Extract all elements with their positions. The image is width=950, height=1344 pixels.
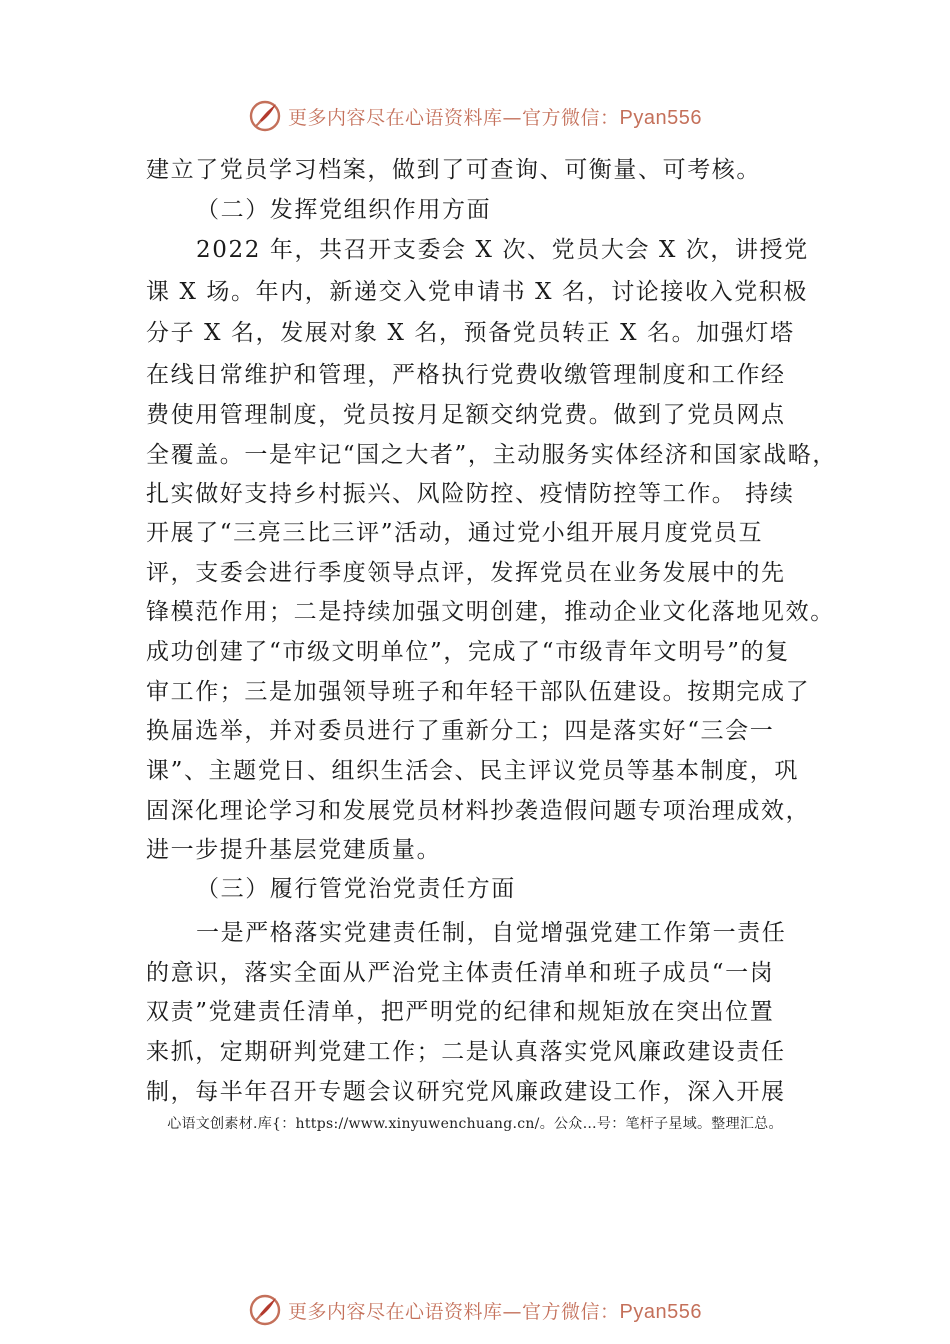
text-line: 双责”党建责任清单，把严明党的纪律和规矩放在突出位置 xyxy=(146,999,775,1025)
wechat-id: Pyan556 xyxy=(619,106,702,129)
text-line: 评，支委会进行季度领导点评，发挥党员在业务发展中的先 xyxy=(146,560,786,586)
text-line: 来抓，定期研判党建工作；二是认真落实党风廉政建设责任 xyxy=(146,1039,786,1065)
text-line: 开展了“三亮三比三评”活动，通过党小组开展月度党员互 xyxy=(146,520,764,546)
text-line: 成功创建了“市级文明单位”，完成了“市级青年文明号”的复 xyxy=(146,639,790,665)
source-note: 心语文创素材.库{：https://www.xinyuwenchuang.cn/。公众…号：笔杆子星域。整理汇总。 xyxy=(167,1116,783,1132)
text-line: 费使用管理制度，党员按月足额交纳党费。做到了党员网点 xyxy=(146,402,786,428)
text-line: 的意识，落实全面从严治党主体责任清单和班子成员“一岗 xyxy=(146,960,775,986)
banner-text: 更多内容尽在心语资料库—官方微信：Pyan556 xyxy=(288,1300,702,1323)
text-line: 换届选举，并对委员进行了重新分工；四是落实好“三会一 xyxy=(146,718,775,744)
text-line: 全覆盖。一是牢记“国之大者”，主动服务实体经济和国家战略， xyxy=(146,442,837,468)
text-line: 一是严格落实党建责任制，自觉增强党建工作第一责任 xyxy=(196,920,787,946)
text-line: 课”、主题党日、组织生活会、民主评议党员等基本制度，巩 xyxy=(146,758,799,784)
text-line: 在线日常维护和管理，严格执行党费收缴管理制度和工作经 xyxy=(146,362,786,388)
text-line: 锋模范作用；二是持续加强文明创建，推动企业文化落地见效。 xyxy=(146,599,835,625)
banner-text: 更多内容尽在心语资料库—官方微信：Pyan556 xyxy=(288,106,702,129)
text-line: 课 X 场。年内，新递交入党申请书 X 名，讨论接收入党积极 xyxy=(146,279,808,305)
text-line: 扎实做好支持乡村振兴、风险防控、疫情防控等工作。 持续 xyxy=(146,481,795,507)
section-heading-2: （二）发挥党组织作用方面 xyxy=(196,197,492,223)
quill-seal-icon xyxy=(248,99,282,133)
text-line: 建立了党员学习档案，做到了可查询、可衡量、可考核。 xyxy=(146,157,761,183)
text-line: 审工作；三是加强领导班子和年轻干部队伍建设。按期完成了 xyxy=(146,679,811,705)
text-line: 制，每半年召开专题会议研究党风廉政建设工作，深入开展 xyxy=(146,1079,786,1105)
text-line: 进一步提升基层党建质量。 xyxy=(146,837,442,863)
wechat-id: Pyan556 xyxy=(619,1300,702,1323)
section-heading-3: （三）履行管党治党责任方面 xyxy=(196,876,516,902)
text-line: 2022 年，共召开支委会 X 次、党员大会 X 次，讲授党 xyxy=(196,237,809,263)
text-line: 分子 X 名，发展对象 X 名，预备党员转正 X 名。加强灯塔 xyxy=(146,320,795,346)
top-banner xyxy=(0,94,950,138)
text-line: 固深化理论学习和发展党员材料抄袭造假问题专项治理成效， xyxy=(146,798,811,824)
quill-seal-icon xyxy=(248,1293,282,1327)
bottom-banner xyxy=(0,1288,950,1332)
